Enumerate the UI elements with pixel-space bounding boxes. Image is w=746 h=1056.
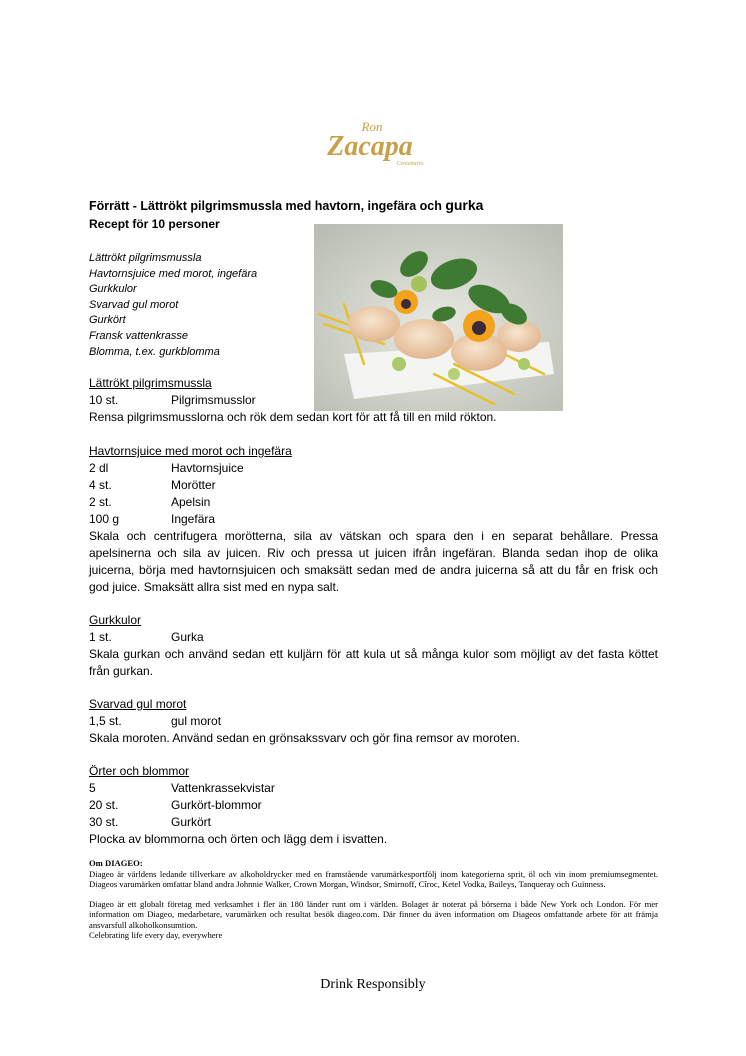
ron-zacapa-logo bbox=[312, 118, 434, 170]
ingredient-qty: 5 bbox=[89, 781, 96, 795]
components-overview-list bbox=[89, 251, 257, 360]
ingredient-row bbox=[89, 780, 658, 797]
ingredient-name: Gurka bbox=[171, 630, 204, 644]
recipe-servings: Recept för 10 personer bbox=[89, 217, 220, 231]
ingredient-name: gul morot bbox=[171, 714, 222, 728]
overview-item: Lättrökt pilgrimsmussla bbox=[89, 252, 202, 264]
ingredient-qty: 2 dl bbox=[89, 461, 109, 475]
ingredient-qty: 4 st. bbox=[89, 478, 112, 492]
ingredient-row bbox=[89, 511, 658, 528]
ingredient-name: Morötter bbox=[171, 478, 216, 492]
footer-drink-responsibly: Drink Responsibly bbox=[320, 977, 426, 992]
ingredient-row bbox=[89, 494, 658, 511]
section-cucumber-balls bbox=[89, 612, 658, 680]
recipe-title-last-word: gurka bbox=[445, 197, 484, 213]
section-sea-buckthorn-juice bbox=[89, 443, 658, 596]
ingredient-name: Vattenkrassekvistar bbox=[171, 781, 275, 795]
overview-item: Fransk vattenkrasse bbox=[89, 329, 189, 342]
section-heading: Lättrökt pilgrimsmussla bbox=[89, 376, 212, 390]
ingredient-row bbox=[89, 797, 658, 814]
section-instructions: Skala moroten. Använd sedan en grönsakssvarv och gör fina remsor av moroten. bbox=[89, 731, 520, 745]
ingredient-qty: 2 st. bbox=[89, 495, 112, 509]
section-herbs-and-flowers bbox=[89, 763, 658, 848]
recipe-title bbox=[89, 197, 483, 213]
ingredient-row bbox=[89, 814, 658, 831]
ingredient-name: Gurkört-blommor bbox=[171, 798, 262, 812]
ingredient-qty: 1,5 st. bbox=[89, 714, 122, 728]
section-instructions: Plocka av blommorna och örten och lägg dem i isvatten. bbox=[89, 832, 388, 846]
recipe-title-main: Förrätt - Lättrökt pilgrimsmussla med havtorn, ingefära och bbox=[89, 199, 446, 213]
section-instructions: Skala gurkan och använd sedan ett kuljärn för att kula ut så många kulor som möjligt av det fasta köttet från gurkan. bbox=[89, 647, 658, 678]
overview-item: Havtornsjuice med morot, ingefära bbox=[89, 267, 258, 280]
overview-item: Gurkört bbox=[89, 314, 126, 327]
section-instructions: Skala och centrifugera morötterna, sila av vätskan och spara den i en separat behållare. Pressa apelsinerna och sila av juicen. Riv och pressa ut juicen ifrån ingefäran. Blanda sedan ihop de olika juicerna, börja med havtornsjuicen och smaksätt sedan med de andra juicerna så att du får en frisk och god juice. Smaksätt allra sist med en nypa salt. bbox=[89, 529, 658, 594]
section-smoked-scallop bbox=[89, 375, 658, 426]
logo-line-2: Zacapa bbox=[327, 131, 413, 162]
ingredient-name: Havtornsjuice bbox=[171, 461, 244, 475]
ingredient-row bbox=[89, 392, 658, 409]
logo-line-3: Centenario bbox=[396, 161, 424, 167]
ingredient-name: Gurkört bbox=[171, 815, 212, 829]
about-diageo bbox=[89, 858, 658, 941]
about-paragraph-1: Diageo är världens ledande tillverkare av alkoholdrycker med en framstående varumärkesportfölj inom kategorierna sprit, öl och vin inom premiumsegmentet. Diageos varumärken omfattar bland andra Johnnie Walker, Crown Morgan, Windsor, Smirnoff, Cîroc, Ketel Vodka, Baileys, Tanqueray och Guinness. bbox=[89, 868, 658, 889]
section-turned-carrot bbox=[89, 696, 658, 747]
overview-item: Gurkkulor bbox=[89, 283, 137, 296]
ingredient-name: Apelsin bbox=[171, 495, 211, 509]
section-heading: Svarvad gul morot bbox=[89, 697, 187, 711]
about-heading: Om DIAGEO: bbox=[89, 858, 143, 868]
section-heading: Havtornsjuice med morot och ingefära bbox=[89, 444, 292, 458]
ingredient-row bbox=[89, 713, 658, 730]
section-heading: Örter och blommor bbox=[89, 764, 190, 778]
ingredient-row bbox=[89, 477, 658, 494]
ingredient-qty: 100 g bbox=[89, 512, 120, 526]
ingredient-name: Ingefära bbox=[171, 512, 216, 526]
ingredient-qty: 1 st. bbox=[89, 630, 112, 644]
ingredient-qty: 20 st. bbox=[89, 798, 119, 812]
ingredient-row bbox=[89, 460, 658, 477]
about-paragraph-2: Diageo är ett globalt företag med verksamhet i fler än 180 länder runt om i världen. Bolaget är noterat på börserna i både New York och London. För mer information om Diageo, medarbetare, varumärken och resultat besök diageo.com. Där finner du även information om Diageos omfattande arbete för att främja ansvarsfull alkoholkonsumtion. bbox=[89, 898, 658, 930]
ingredient-row bbox=[89, 629, 658, 646]
ingredient-qty: 10 st. bbox=[89, 393, 119, 407]
logo-line-1: Ron bbox=[361, 119, 383, 134]
about-tagline: Celebrating life every day, everywhere bbox=[89, 930, 223, 940]
overview-item: Blomma, t.ex. gurkblomma bbox=[89, 345, 220, 358]
ingredient-qty: 30 st. bbox=[89, 815, 119, 829]
section-instructions: Rensa pilgrimsmusslorna och rök dem sedan kort för att få till en mild rökton. bbox=[89, 410, 497, 424]
overview-item: Svarvad gul morot bbox=[89, 298, 179, 311]
ingredient-name: Pilgrimsmusslor bbox=[171, 393, 256, 407]
section-heading: Gurkkulor bbox=[89, 613, 142, 627]
